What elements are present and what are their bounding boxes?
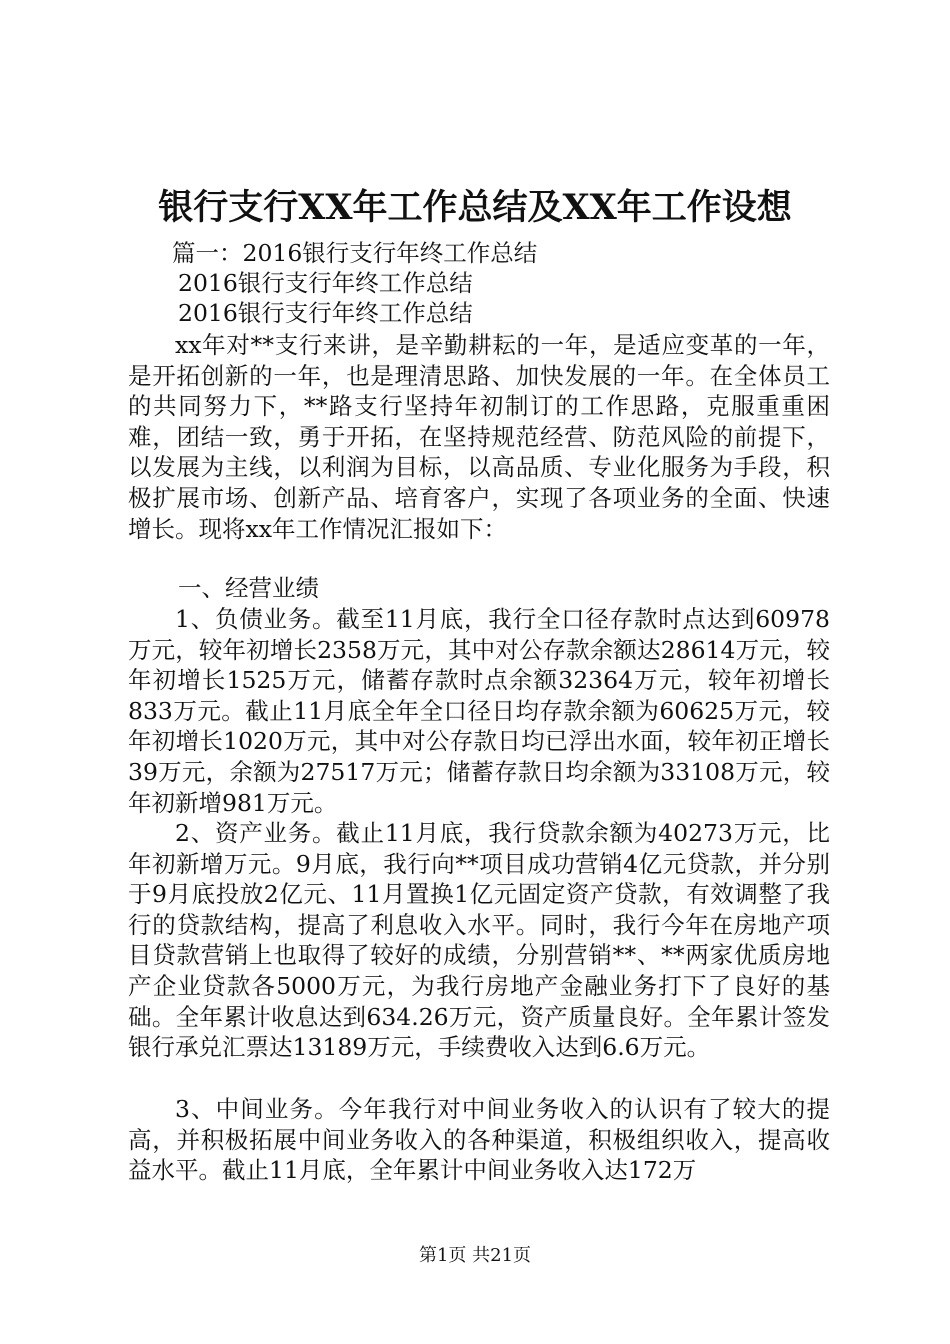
subheading-summary-1: 2016银行支行年终工作总结 xyxy=(178,269,473,297)
paragraph-assets: 2、资产业务。截止11月底，我行贷款余额为40273万元，比年初新增万元。9月底，我行向**项目成功营销4亿元贷款，并分别于9月底投放2亿元、11月置换1亿元固定资产贷款，有效调整了我行的贷款结构，提高了利息收入水平。同时，我行今年在房地产项目贷款营销上也取得了较好的成绩，分别营销**、**两家优质房地产企业贷款各5000万元，为我行房地产金融业务打下了良好的基础。全年累计收息达到634.26万元，资产质量良好。全年累计签发银行承兑汇票达13189万元，手续费收入达到6.6万元。 xyxy=(128,819,830,1062)
intro-paragraph: xx年对**支行来讲，是辛勤耕耘的一年，是适应变革的一年，是开拓创新的一年，也是理清思路、加快发展的一年。在全体员工的共同努力下，**路支行坚持年初制订的工作思路，克服重重困难，团结一致，勇于开拓，在坚持规范经营、防范风险的前提下，以发展为主线，以利润为目标，以高品质、专业化服务为手段，积极扩展市场、创新产品、培育客户，实现了各项业务的全面、快速增长。现将xx年工作情况汇报如下： xyxy=(128,331,830,543)
paragraph-liabilities: 1、负债业务。截至11月底，我行全口径存款时点达到60978万元，较年初增长2358万元，其中对公存款余额达28614万元，较年初增长1525万元，储蓄存款时点余额32364万元，较年初增长833万元。截止11月底全年全口径日均存款余额为60625万元，较年初增长1020万元，其中对公存款日均已浮出水面，较年初正增长39万元，余额为27517万元；储蓄存款日均余额为33108万元，较年初新增981万元。 xyxy=(128,605,830,817)
subheading-summary-2: 2016银行支行年终工作总结 xyxy=(178,299,473,327)
document-title: 银行支行XX年工作总结及XX年工作设想 xyxy=(158,187,792,228)
paragraph-intermediate: 3、中间业务。今年我行对中间业务收入的认识有了较大的提高，并积极拓展中间业务收入的各种渠道，积极组织收入，提高收益水平。截止11月底，全年累计中间业务收入达172万 xyxy=(128,1095,830,1185)
section-heading: 一、经营业绩 xyxy=(178,574,319,602)
page-number: 第1页 共21页 xyxy=(418,1245,532,1266)
subheading-chapter: 篇一：2016银行支行年终工作总结 xyxy=(172,239,538,267)
